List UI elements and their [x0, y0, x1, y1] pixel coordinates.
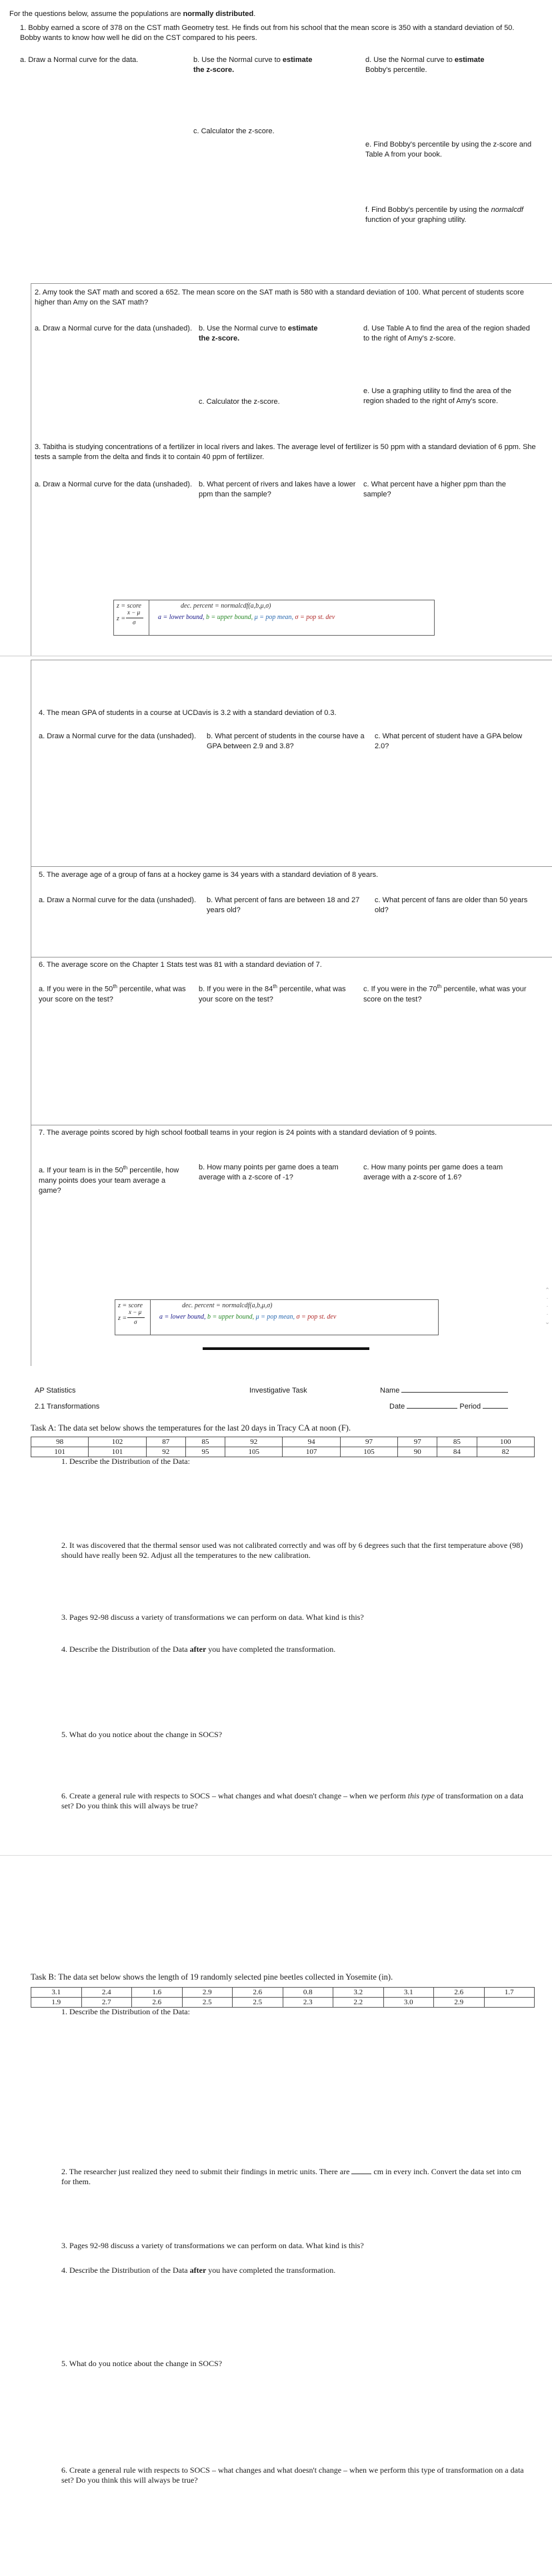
- q7-stem: 7. The average points scored by high school football teams in your region is 24 points with a standard deviation of 9 points.: [39, 1129, 437, 1137]
- page-divider: [0, 1855, 552, 1856]
- formula-box: z = score z = x − μ σ dec. percent = normalcdf(a,b,μ,σ) a = lower bound, b = upper bound, μ = pop mean, σ = pop st. dev: [113, 600, 435, 636]
- task-b-q5: 5. What do you notice about the change in SOCS?: [61, 2359, 223, 2368]
- table-cell: 0.8: [283, 1988, 333, 1998]
- table-cell: 98: [31, 1437, 89, 1447]
- scroll-dot: ·: [546, 1311, 549, 1317]
- divider: [31, 957, 552, 958]
- divider: [31, 283, 552, 284]
- table-cell: 105: [225, 1447, 283, 1457]
- task-label: Investigative Task: [249, 1387, 307, 1395]
- table-cell: 1.6: [132, 1988, 183, 1998]
- task-b-table: [31, 1987, 535, 2008]
- q7-part-c: c. How many points per game does a team average with a z-score of 1.6?: [363, 1163, 503, 1181]
- q7-part-a: a. If your team is in the 50th percentile, how many points does your team average a game?: [39, 1165, 179, 1195]
- task-b-q4: 4. Describe the Distribution of the Data after you have completed the transformation.: [61, 2265, 336, 2275]
- intro-line: For the questions below, assume the populations are normally distributed.: [9, 10, 256, 18]
- table-cell: 92: [146, 1447, 185, 1457]
- task-a-q2: 2. It was discovered that the thermal sensor used was not calibrated correctly and was off by 6 degrees such that the first temperature above (98) should have really been 92. Adjust all the temperatures to the new calibration.: [61, 1541, 523, 1560]
- table-cell: 2.9: [182, 1988, 233, 1998]
- task-b-title: Task B: The data set below shows the length of 19 randomly selected pine beetles collected in Yosemite (in).: [31, 1972, 393, 1982]
- q5-part-b: b. What percent of fans are between 18 and 27 years old?: [207, 896, 360, 914]
- unit-title: 2.1 Transformations: [35, 1403, 100, 1411]
- q3-stem: 3. Tabitha is studying concentrations of a fertilizer in local rivers and lakes. The average level of fertilizer is 50 ppm with a standard deviation of 6 ppm. She tests a sample from the delta and finds it to contain 40 ppm of fertilizer.: [35, 443, 536, 461]
- task-b-q2: 2. The researcher just realized they need to submit their findings in metric units. There are cm in every inch. Convert the data set into cm for them.: [61, 2167, 521, 2186]
- table-cell: 92: [225, 1437, 283, 1447]
- table-cell: 1.7: [484, 1988, 535, 1998]
- table-cell: 84: [437, 1447, 477, 1457]
- table-cell: 2.4: [81, 1988, 132, 1998]
- formula-legend: a = lower bound, b = upper bound, μ = pop mean, σ = pop st. dev: [159, 1313, 337, 1321]
- task-a-q5: 5. What do you notice about the change in SOCS?: [61, 1730, 223, 1739]
- task-a-title: Task A: The data set below shows the temperatures for the last 20 days in Tracy CA at noon (F).: [31, 1423, 351, 1433]
- z-label: z =: [118, 1315, 127, 1322]
- table-cell: 95: [185, 1447, 225, 1457]
- table-cell: 2.7: [81, 1998, 132, 2008]
- q1-part-f: f. Find Bobby's percentile by using the normalcdf function of your graphing utility.: [365, 206, 523, 224]
- q6-stem: 6. The average score on the Chapter 1 Stats test was 81 with a standard deviation of 7.: [39, 961, 322, 969]
- table-cell: [484, 1998, 535, 2008]
- q4-stem: 4. The mean GPA of students in a course at UCDavis is 3.2 with a standard deviation of 0.3.: [39, 709, 337, 717]
- q5-part-c: c. What percent of fans are older than 50 years old?: [375, 896, 528, 914]
- table-cell: 2.5: [182, 1998, 233, 2008]
- q6-part-b: b. If you were in the 84th percentile, what was your score on the test?: [199, 983, 346, 1003]
- q2-part-a: a. Draw a Normal curve for the data (unshaded).: [35, 324, 193, 332]
- q6-part-c: c. If you were in the 70th percentile, what was your score on the test?: [363, 983, 527, 1003]
- table-cell: 102: [89, 1437, 146, 1447]
- task-a-q1: 1. Describe the Distribution of the Data:: [61, 1457, 190, 1466]
- q4-part-b: b. What percent of students in the course have a GPA between 2.9 and 3.8?: [207, 732, 365, 750]
- table-cell: 82: [477, 1447, 534, 1457]
- table-cell: 2.6: [434, 1988, 485, 1998]
- table-cell: 94: [283, 1437, 340, 1447]
- q3-part-c: c. What percent have a higher ppm than the sample?: [363, 480, 507, 498]
- page-break-bar: [203, 1347, 369, 1350]
- task-a-q3: 3. Pages 92-98 discuss a variety of transformations we can perform on data. What kind is this?: [61, 1612, 364, 1622]
- table-cell: 2.9: [434, 1998, 485, 2008]
- formula-legend: a = lower bound, b = upper bound, μ = pop mean, σ = pop st. dev: [158, 614, 335, 621]
- q3-part-b: b. What percent of rivers and lakes have a lower ppm than the sample?: [199, 480, 356, 498]
- q4-part-c: c. What percent of student have a GPA below 2.0?: [375, 732, 523, 750]
- table-cell: 101: [89, 1447, 146, 1457]
- q2-part-e: e. Use a graphing utility to find the area of the region shaded to the right of Amy's score.: [363, 387, 511, 405]
- table-cell: 1.9: [31, 1998, 82, 2008]
- table-cell: 2.6: [132, 1998, 183, 2008]
- q1-part-c: c. Calculator the z-score.: [193, 127, 275, 135]
- table-cell: 101: [31, 1447, 89, 1457]
- table-cell: 97: [340, 1437, 397, 1447]
- q5-stem: 5. The average age of a group of fans at a hockey game is 34 years with a standard deviation of 8 years.: [39, 871, 379, 879]
- table-cell: 97: [398, 1437, 437, 1447]
- name-field[interactable]: Name: [380, 1386, 508, 1396]
- table-cell: 90: [398, 1447, 437, 1457]
- table-cell: 2.3: [283, 1998, 333, 2008]
- table-cell: 2.5: [233, 1998, 283, 2008]
- table-cell: 107: [283, 1447, 340, 1457]
- chevron-down-icon[interactable]: ⌄: [545, 1319, 550, 1325]
- table-cell: 85: [185, 1437, 225, 1447]
- table-cell: 85: [437, 1437, 477, 1447]
- q4-part-a: a. Draw a Normal curve for the data (unshaded).: [39, 732, 197, 740]
- table-cell: 3.2: [333, 1988, 384, 1998]
- table-cell: 105: [340, 1447, 397, 1457]
- q1-part-d: d. Use the Normal curve to estimate Bobby's percentile.: [365, 56, 485, 74]
- q1-part-b: b. Use the Normal curve to estimate the z-score.: [193, 56, 313, 74]
- q2-part-c: c. Calculator the z-score.: [199, 398, 280, 406]
- q7-part-b: b. How many points per game does a team average with a z-score of -1?: [199, 1163, 339, 1181]
- task-a-q4: 4. Describe the Distribution of the Data after you have completed the transformation.: [61, 1644, 336, 1654]
- q5-part-a: a. Draw a Normal curve for the data (unshaded).: [39, 896, 197, 904]
- task-a-table: [31, 1437, 535, 1457]
- date-field[interactable]: Date Period: [389, 1402, 508, 1412]
- table-cell: 87: [146, 1437, 185, 1447]
- table-cell: 3.0: [383, 1998, 434, 2008]
- chevron-up-icon[interactable]: ⌃: [545, 1287, 550, 1293]
- table-cell: 100: [477, 1437, 534, 1447]
- formula-box: z = score z = x − μ σ dec. percent = normalcdf(a,b,μ,σ) a = lower bound, b = upper bound, μ = pop mean, σ = pop st. dev: [115, 1299, 439, 1335]
- table-cell: 2.6: [233, 1988, 283, 1998]
- table-cell: 3.1: [31, 1988, 82, 1998]
- scroll-dot: ·: [546, 1295, 549, 1301]
- q3-part-a: a. Draw a Normal curve for the data (unshaded).: [35, 480, 193, 488]
- divider: [31, 866, 552, 867]
- q6-part-a: a. If you were in the 50th percentile, what was your score on the test?: [39, 983, 186, 1003]
- z-label: z =: [117, 615, 126, 622]
- scroll-dot: ·: [546, 1303, 549, 1309]
- table-cell: 2.2: [333, 1998, 384, 2008]
- page-scroller[interactable]: [544, 1286, 551, 1326]
- table-cell: 3.1: [383, 1988, 434, 1998]
- q1-stem: 1. Bobby earned a score of 378 on the CST math Geometry test. He finds out from his school that the mean score is 350 with a standard deviation of 50. Bobby wants to know how well he did on the CST compared to his peers.: [20, 24, 515, 42]
- task-a-q6: 6. Create a general rule with respects to SOCS – what changes and what doesn't change – when we perform this type of transformation on a data set? Do you think this will always be true?: [61, 1791, 523, 1810]
- course-name: AP Statistics: [35, 1387, 76, 1395]
- task-b-q3: 3. Pages 92-98 discuss a variety of transformations we can perform on data. What kind is this?: [61, 2241, 364, 2250]
- q2-part-d: d. Use Table A to find the area of the region shaded to the right of Amy's z-score.: [363, 324, 530, 342]
- task-b-q1: 1. Describe the Distribution of the Data:: [61, 2007, 190, 2016]
- q1-part-a: a. Draw a Normal curve for the data.: [20, 56, 139, 64]
- q2-stem: 2. Amy took the SAT math and scored a 652. The mean score on the SAT math is 580 with a standard deviation of 100. What percent of students score higher than Amy on the SAT math?: [35, 289, 524, 307]
- task-b-q6: 6. Create a general rule with respects to SOCS – what changes and what doesn't change – when we perform this type of transformation on a data set? Do you think this will always be true?: [61, 2465, 524, 2485]
- q1-part-e: e. Find Bobby's percentile by using the z-score and Table A from your book.: [365, 141, 532, 159]
- q2-part-b: b. Use the Normal curve to estimate the z-score.: [199, 324, 318, 342]
